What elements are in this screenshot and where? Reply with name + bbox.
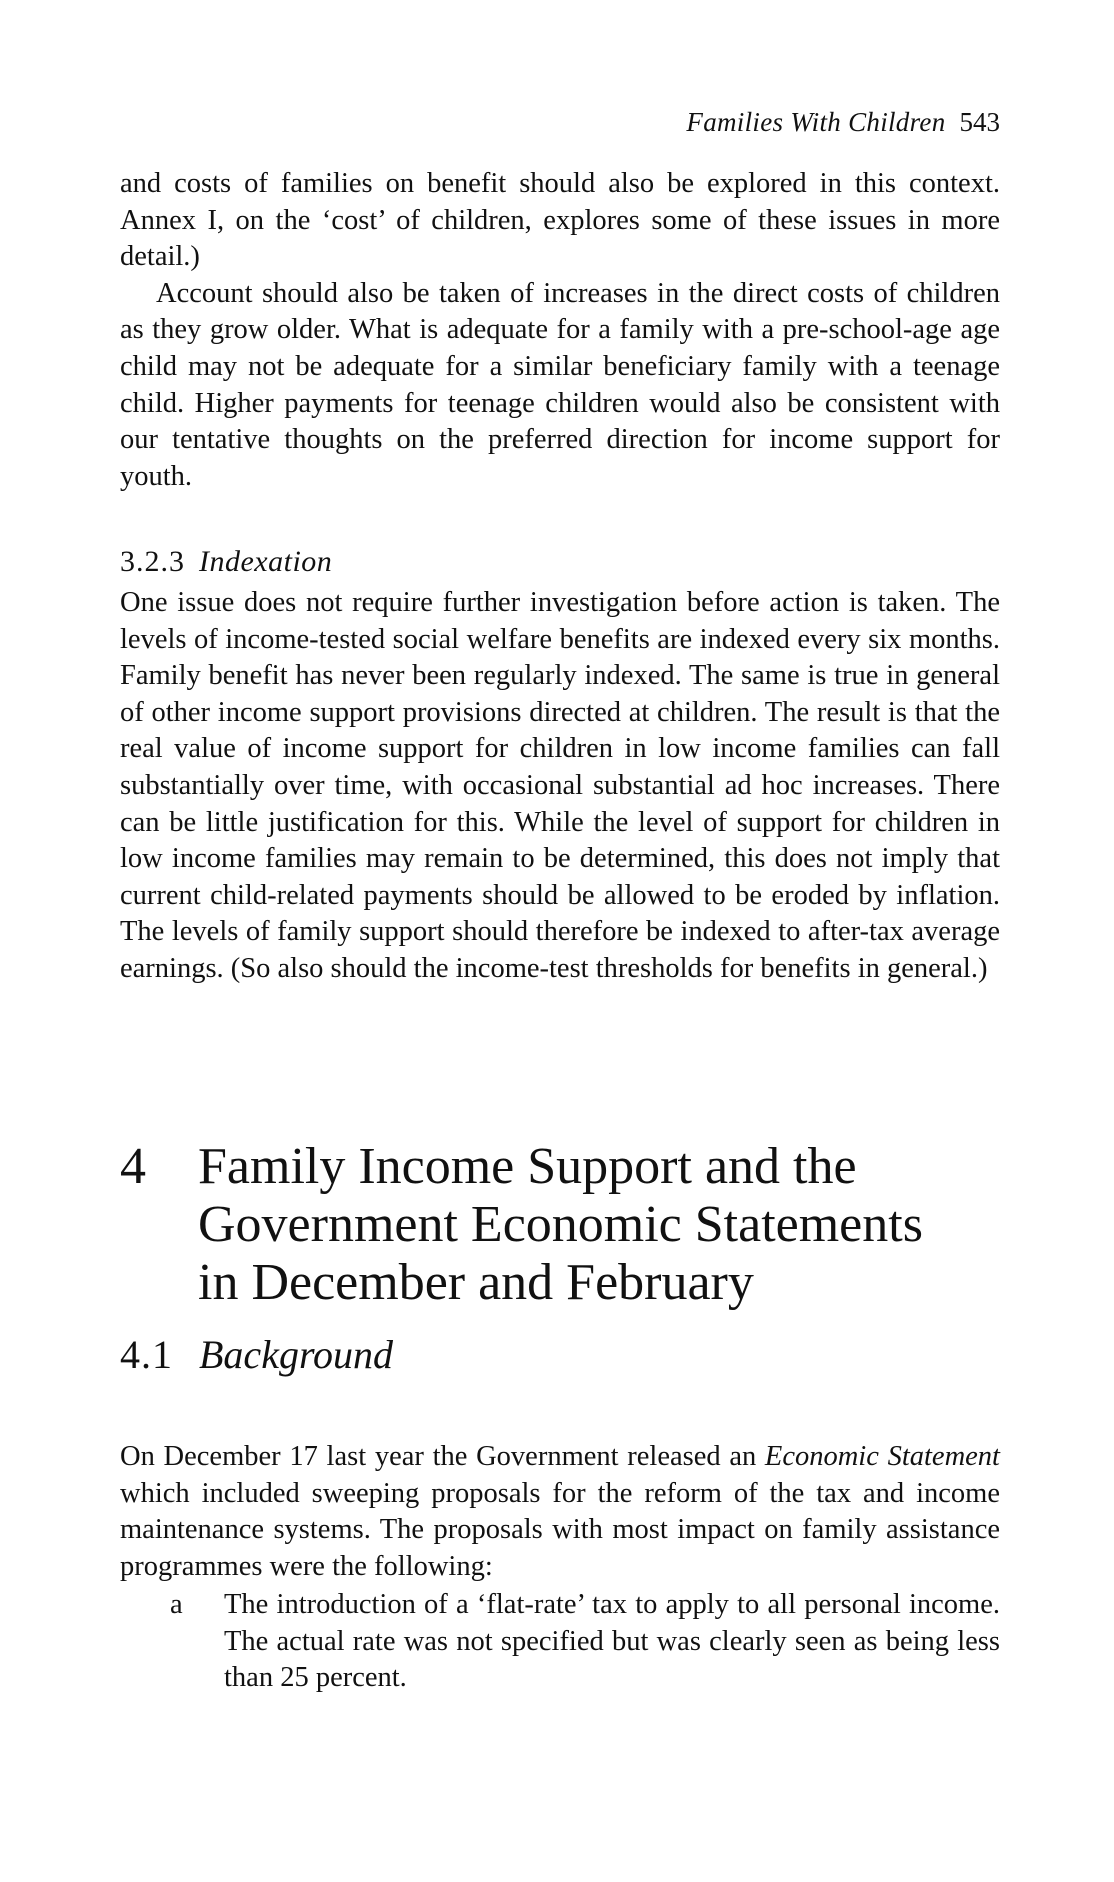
- running-head: [120, 104, 1000, 140]
- paragraph-continued: and costs of families on benefit should also be explored in this context. Annex I, on the ‘cost’ of children, explores some of these issues in more detail.): [120, 168, 1000, 273]
- section-title-line-1: Family Income Support and the: [198, 1138, 857, 1195]
- continued-text-block: [120, 166, 1000, 495]
- subsection-title: Indexation: [199, 545, 333, 578]
- subsection-number: 3.2.3: [120, 545, 185, 578]
- subsection-number: 4.1: [120, 1332, 173, 1377]
- section-title-line-3: in December and February: [198, 1254, 754, 1311]
- indexation-text-block: [120, 585, 1000, 988]
- page-number: 543: [959, 107, 1000, 137]
- section-number: 4: [120, 1138, 146, 1195]
- background-text-block: [120, 1439, 1000, 1585]
- proposals-list: [120, 1587, 1000, 1697]
- section-title: [198, 1138, 998, 1312]
- list-item-text: The introduction of a ‘flat-rate’ tax to apply to all personal income. The actual rate was not specified but was clearly seen as being less than 25 percent.: [224, 1589, 1000, 1694]
- paragraph-background: [120, 1439, 1000, 1585]
- paragraph-background-part-1: On December 17 last year the Government released an: [120, 1441, 765, 1472]
- list-item: [120, 1587, 1000, 1697]
- paragraph-indexation: One issue does not require further investigation before action is taken. The levels of income-tested social welfare benefits are indexed every six months. Family benefit has never been regularly indexed. The same is true in general of other income support provisions directed at children. The result is that the real value of income support for children in low income families can fall substantially over time, with occasional substantial ad hoc increases. There can be little justification for this. While the level of support for children in low income families may remain to be determined, this does not imply that current child-related payments should be allowed to be eroded by inflation. The levels of family support should therefore be indexed to after-tax average earnings. (So also should the income-test thresholds for benefits in general.): [120, 587, 1000, 984]
- subsection-title: Background: [199, 1332, 394, 1377]
- subsection-heading-indexation: [120, 542, 332, 582]
- subsection-heading-background: [120, 1331, 393, 1379]
- list-item-marker: a: [170, 1589, 183, 1620]
- paragraph-direct-costs: Account should also be taken of increases in the direct costs of children as they grow older. What is adequate for a family with a pre-school-age age child may not be adequate for a similar beneficiary family with a teenage child. Higher payments for teenage children would also be consistent with our tentative thoughts on the preferred direction for income support for youth.: [120, 277, 1000, 492]
- running-head-title: Families With Children: [686, 107, 946, 137]
- section-title-line-2: Government Economic Statements: [198, 1196, 923, 1253]
- paragraph-background-italic: Economic Statement: [764, 1441, 1000, 1472]
- paragraph-background-part-2: which included sweeping proposals for the reform of the tax and income maintenance systems. The proposals with most impact on family assistance programmes were the following:: [120, 1477, 1000, 1582]
